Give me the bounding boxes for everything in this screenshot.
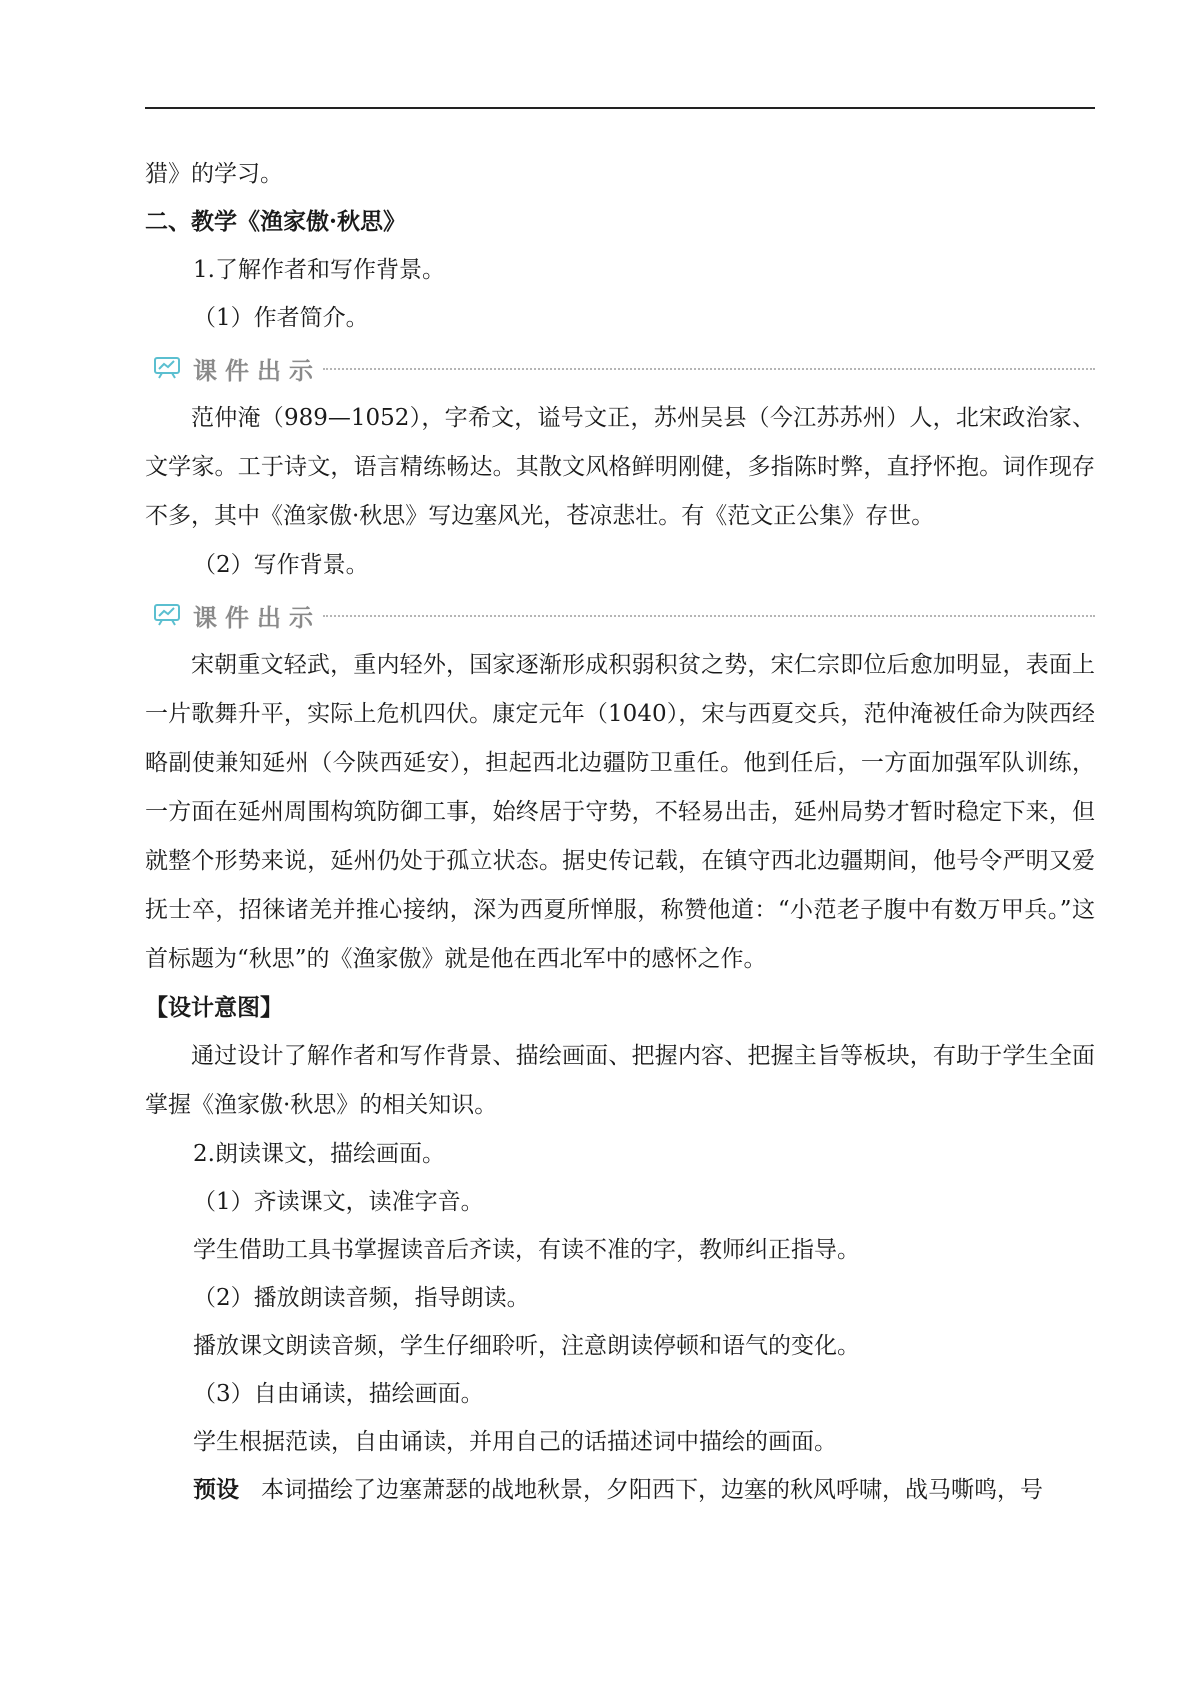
text-line: 学生借助工具书掌握读音后齐读，有读不准的字，教师纠正指导。 — [193, 1237, 860, 1263]
preset-text: 本词描绘了边塞萧瑟的战地秋景，夕阳西下，边塞的秋风呼啸，战马嘶鸣，号 — [261, 1477, 1043, 1503]
courseware-banner — [145, 342, 1095, 394]
design-intent-heading: 【设计意图】 — [145, 994, 283, 1021]
banner-label: 课件出示 — [193, 603, 321, 632]
chart-board-icon — [153, 356, 181, 380]
subheading: （1）作者简介。 — [193, 305, 369, 331]
banner-dotted-rule — [323, 368, 1095, 370]
design-intent-paragraph: 通过设计了解作者和写作背景、描绘画面、把握内容、把握主旨等板块，有助于学生全面掌握《渔家傲·秋思》的相关知识。 — [145, 1043, 1095, 1118]
subheading: 1.了解作者和写作背景。 — [193, 257, 445, 283]
banner-dotted-rule — [323, 615, 1095, 617]
preset-line — [145, 1466, 1095, 1514]
document-body — [145, 150, 1095, 1514]
text-line: 学生根据范读，自由诵读，并用自己的话描述词中描绘的画面。 — [193, 1429, 837, 1455]
background-paragraph: 宋朝重文轻武，重内轻外，国家逐渐形成积弱积贫之势，宋仁宗即位后愈加明显，表面上一片歌舞升平，实际上危机四伏。康定元年（1040），宋与西夏交兵，范仲淹被任命为陕西经略副使兼知延州（今陕西延安），担起西北边疆防卫重任。他到任后，一方面加强军队训练，一方面在延州周围构筑防御工事，始终居于守势，不轻易出击，延州局势才暂时稳定下来，但就整个形势来说，延州仍处于孤立状态。据史传记载，在镇守西北边疆期间，他号令严明又爱抚士卒，招徕诸羌并推心接纳，深为西夏所惮服，称赞他道：“小范老子腹中有数万甲兵。”这首标题为“秋思”的《渔家傲》就是他在西北军中的感怀之作。 — [145, 652, 1095, 972]
courseware-banner — [145, 589, 1095, 641]
subheading: （1）齐读课文，读准字音。 — [193, 1189, 484, 1215]
subheading: （2）播放朗读音频，指导朗读。 — [193, 1285, 530, 1311]
banner-label: 课件出示 — [193, 356, 321, 385]
text-line: 播放课文朗读音频，学生仔细聆听，注意朗读停顿和语气的变化。 — [193, 1333, 860, 1359]
author-paragraph: 范仲淹（989—1052），字希文，谥号文正，苏州吴县（今江苏苏州）人，北宋政治家、文学家。工于诗文，语言精练畅达。其散文风格鲜明刚健，多指陈时弊，直抒怀抱。词作现存不多，其中《渔家傲·秋思》写边塞风光，苍凉悲壮。有《范文正公集》存世。 — [145, 405, 1095, 529]
preset-tag: 预设 — [193, 1476, 239, 1503]
section-heading: 二、教学《渔家傲·秋思》 — [145, 208, 407, 235]
subheading: （2）写作背景。 — [193, 552, 369, 578]
chart-board-icon — [153, 603, 181, 627]
text-line: 猎》的学习。 — [145, 161, 283, 187]
header-rule — [145, 107, 1095, 109]
subheading: 2.朗读课文，描绘画面。 — [193, 1141, 445, 1167]
subheading: （3）自由诵读，描绘画面。 — [193, 1381, 484, 1407]
